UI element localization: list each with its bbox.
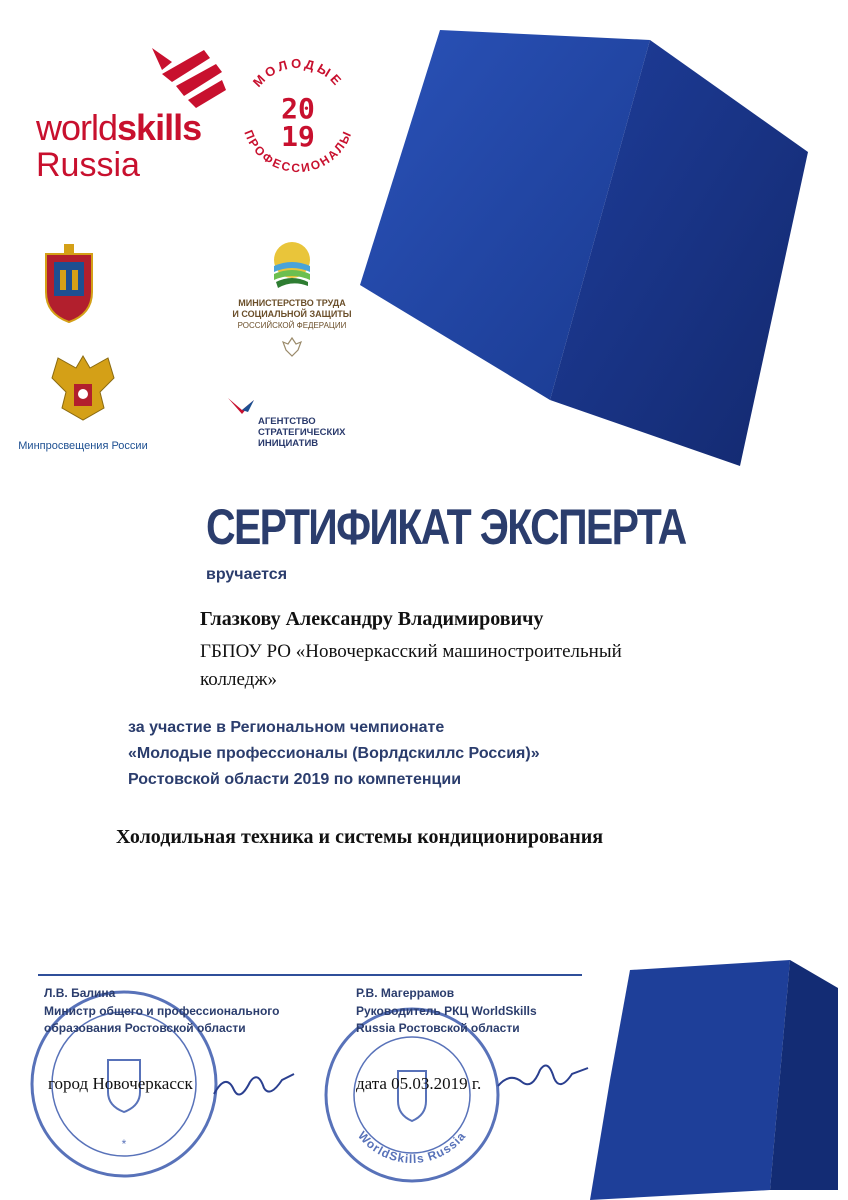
- blue-cube-small-decoration: [590, 960, 840, 1200]
- handwritten-signature-left: [210, 1060, 300, 1110]
- competence-name: Холодильная техника и системы кондиционирования: [116, 826, 604, 848]
- worldskills-hand-icon: [132, 40, 232, 112]
- signature-divider: [38, 974, 582, 976]
- svg-text:*: *: [121, 1137, 127, 1151]
- young-pros-top-text: МОЛОДЫЕ: [249, 55, 347, 91]
- eagle-icon: [282, 336, 302, 358]
- minprosveshcheniya-name: Минпросвещения России: [18, 440, 148, 452]
- sun-fields-icon: [272, 240, 312, 292]
- recipient-organization: ГБПОУ РО «Новочеркасский машиностроительный колледж»: [200, 641, 622, 690]
- participation-text: за участие в Региональном чемпионате «Молодые профессионалы (Ворлдскиллс Россия)» Ростовской области 2019 по компетенции: [128, 719, 540, 788]
- left-signatory-role: Министр общего и профессионального образования Ростовской области: [44, 1004, 280, 1035]
- awarded-label: вручается: [206, 566, 288, 583]
- young-pros-bottom-text: ПРОФЕССИОНАЛЫ: [241, 127, 355, 176]
- issue-place: город Новочеркасск: [48, 1074, 193, 1093]
- right-signatory-role: Руководитель РКЦ WorldSkills Russia Ростовской области: [356, 1004, 537, 1035]
- left-signatory-name: Л.В. Балина: [44, 986, 116, 1000]
- asi-agency-logo: [226, 396, 366, 456]
- young-pros-year-bottom: 19: [281, 120, 315, 153]
- svg-text:WorldSkills Russia: WorldSkills Russia: [355, 1128, 469, 1167]
- asi-agency-name: АГЕНТСТВО СТРАТЕГИЧЕСКИХ ИНИЦИАТИВ: [258, 416, 346, 449]
- young-pros-year-top: 20: [281, 92, 315, 125]
- worldskills-country: Russia: [36, 146, 140, 184]
- worldskills-russia-logo: [28, 40, 218, 190]
- left-signatory: [44, 986, 279, 1037]
- handwritten-signature-right: [492, 1052, 592, 1102]
- double-headed-eagle-icon: [38, 348, 128, 438]
- ministry-labour-logo: [222, 240, 362, 360]
- right-signatory: [356, 986, 537, 1037]
- blue-cube-decoration: [360, 30, 820, 470]
- certificate-title: СЕРТИФИКАТ ЭКСПЕРТА: [206, 499, 686, 555]
- young-professionals-2019-logo: [228, 46, 368, 186]
- worldskills-wordmark: worldskills: [36, 107, 202, 148]
- minprosveshcheniya-logo: [8, 348, 158, 458]
- recipient-name: Глазкову Александру Владимировичу: [200, 608, 544, 630]
- asi-arrow-icon: [226, 396, 256, 416]
- right-signatory-name: Р.В. Магеррамов: [356, 986, 455, 1000]
- issue-date: дата 05.03.2019 г.: [356, 1074, 482, 1093]
- rostov-region-emblem-icon: [40, 244, 98, 324]
- ministry-labour-name: МИНИСТЕРСТВО ТРУДА И СОЦИАЛЬНОЙ ЗАЩИТЫ РОССИЙСКОЙ ФЕДЕРАЦИИ: [232, 298, 352, 330]
